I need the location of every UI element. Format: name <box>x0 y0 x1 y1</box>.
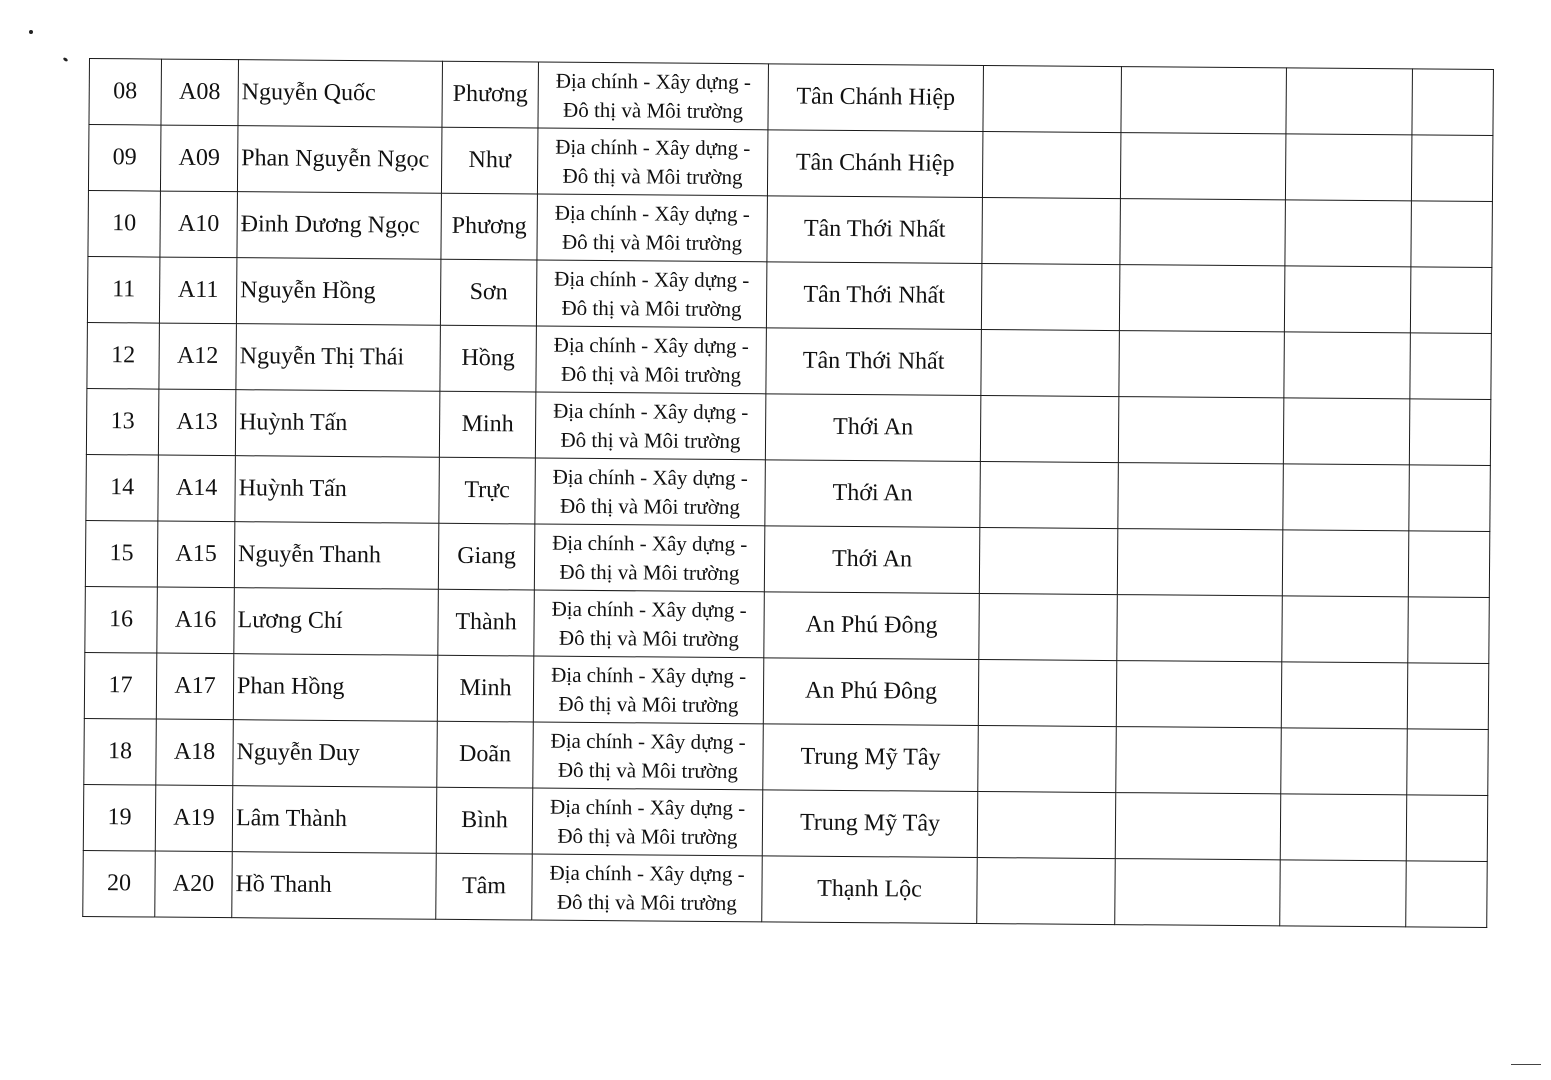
empty-cell <box>982 132 1121 199</box>
empty-cell <box>1284 266 1411 333</box>
department-cell <box>536 326 767 394</box>
department-line-2: Đô thị và Môi trường <box>557 757 739 783</box>
ward-cell: An Phú Đông <box>763 658 979 726</box>
table-row <box>83 784 1487 861</box>
surname-cell: Hồ Thanh <box>232 852 437 920</box>
surname-cell: Nguyễn Quốc <box>238 60 443 128</box>
department-cell <box>536 260 767 328</box>
department-line-2: Đô thị và Môi trường <box>561 295 742 321</box>
department-line-1: Địa chính - Xây dựng - <box>553 398 749 424</box>
department-cell <box>535 458 766 526</box>
empty-cell <box>1281 728 1408 795</box>
candidate-code-cell: A20 <box>155 851 233 918</box>
department-cell <box>537 128 768 196</box>
row-number-cell: 20 <box>83 850 156 917</box>
empty-cell <box>1283 398 1410 465</box>
ward-cell: Thới An <box>765 394 981 462</box>
empty-cell <box>1118 397 1284 464</box>
department-line-2: Đô thị và Môi trường <box>560 361 742 387</box>
given-name-cell: Thành <box>438 589 535 656</box>
empty-cell <box>1411 201 1493 268</box>
empty-cell <box>981 264 1120 331</box>
department-line-1: Địa chính - Xây dựng - <box>549 794 746 820</box>
department-line-2: Đô thị và Môi trường <box>559 493 741 519</box>
given-name-cell: Phương <box>442 61 539 128</box>
given-name-cell: Trực <box>439 457 536 524</box>
department-line-1: Địa chính - Xây dựng - <box>555 68 751 94</box>
empty-cell <box>1408 597 1490 664</box>
row-number-cell: 12 <box>87 322 160 389</box>
given-name-cell: Doãn <box>437 721 534 788</box>
roster-body <box>83 59 1494 928</box>
department-line-2: Đô thị và Môi trường <box>558 625 740 651</box>
given-name-cell: Tâm <box>436 853 533 920</box>
department-line-2: Đô thị và Môi trường <box>558 691 739 717</box>
empty-cell <box>1118 463 1284 530</box>
empty-cell <box>1281 662 1408 729</box>
ward-cell: Thới An <box>765 460 981 528</box>
department-line-2: Đô thị và Môi trường <box>561 229 743 255</box>
surname-cell: Huỳnh Tấn <box>235 456 440 524</box>
table-row <box>88 190 1492 267</box>
department-line-1: Địa chính - Xây dựng - <box>555 134 751 160</box>
row-number-cell: 09 <box>88 125 161 192</box>
candidate-code-cell: A12 <box>159 323 237 390</box>
empty-cell <box>980 462 1119 529</box>
department-line-1: Địa chính - Xây dựng - <box>553 332 749 358</box>
department-cell <box>538 62 769 130</box>
empty-cell <box>1280 860 1407 927</box>
department-line-2: Đô thị và Môi trường <box>556 889 737 915</box>
row-number-cell: 11 <box>87 256 160 323</box>
empty-cell <box>1284 332 1411 399</box>
scan-speck <box>63 57 69 62</box>
department-line-1: Địa chính - Xây dựng - <box>554 200 750 226</box>
department-line-1: Địa chính - Xây dựng - <box>552 530 748 556</box>
row-number-cell: 14 <box>86 454 159 521</box>
empty-cell <box>1411 135 1493 202</box>
empty-cell <box>1285 200 1412 267</box>
ward-cell: Tân Chánh Hiệp <box>768 64 984 132</box>
candidate-code-cell: A16 <box>157 587 235 654</box>
scan-mark <box>1511 1064 1541 1065</box>
candidate-code-cell: A19 <box>155 785 233 852</box>
department-cell <box>534 590 765 658</box>
row-number-cell: 16 <box>85 586 158 653</box>
row-number-cell: 18 <box>84 718 157 785</box>
given-name-cell: Giang <box>438 523 535 590</box>
empty-cell <box>1408 531 1490 598</box>
empty-cell <box>1285 134 1412 201</box>
candidate-code-cell: A14 <box>158 455 236 522</box>
given-name-cell: Bình <box>436 787 533 854</box>
scan-speck <box>29 30 33 34</box>
empty-cell <box>1119 265 1285 332</box>
candidate-code-cell: A08 <box>161 59 239 126</box>
candidate-code-cell: A10 <box>160 191 238 258</box>
surname-cell: Phan Nguyễn Ngọc <box>237 126 442 194</box>
empty-cell <box>1115 859 1281 926</box>
empty-cell <box>1120 199 1286 266</box>
table-row <box>88 125 1492 202</box>
empty-cell <box>979 594 1118 661</box>
empty-cell <box>1116 661 1282 728</box>
row-number-cell: 17 <box>84 652 157 719</box>
candidate-code-cell: A18 <box>156 719 234 786</box>
empty-cell <box>1409 399 1491 466</box>
empty-cell <box>1283 464 1410 531</box>
department-line-1: Địa chính - Xây dựng - <box>554 266 750 292</box>
surname-cell: Lương Chí <box>234 588 439 656</box>
empty-cell <box>1120 133 1286 200</box>
department-line-2: Đô thị và Môi trường <box>562 163 743 189</box>
ward-cell: Trung Mỹ Tây <box>763 724 979 792</box>
given-name-cell: Sơn <box>440 259 537 326</box>
empty-cell <box>1119 331 1285 398</box>
given-name-cell: Hồng <box>440 325 537 392</box>
department-cell <box>534 524 765 592</box>
table-row <box>86 388 1490 465</box>
table-row <box>84 652 1488 729</box>
ward-cell: Thới An <box>764 526 980 594</box>
ward-cell: Tân Thới Nhất <box>767 196 983 264</box>
table-row <box>86 454 1490 531</box>
surname-cell: Đinh Dương Ngọc <box>237 192 442 260</box>
department-cell <box>533 722 764 790</box>
empty-cell <box>981 330 1120 397</box>
table-row <box>87 322 1491 399</box>
department-line-2: Đô thị và Môi trường <box>557 823 738 849</box>
table-row <box>83 850 1487 927</box>
empty-cell <box>1407 663 1489 730</box>
surname-cell: Nguyễn Duy <box>233 720 438 788</box>
department-cell <box>532 788 763 856</box>
candidate-code-cell: A13 <box>158 389 236 456</box>
given-name-cell: Minh <box>439 391 536 458</box>
ward-cell: An Phú Đông <box>764 592 980 660</box>
surname-cell: Nguyễn Thị Thái <box>236 324 441 392</box>
candidate-code-cell: A17 <box>156 653 234 720</box>
department-line-2: Đô thị và Môi trường <box>559 559 740 585</box>
department-line-2: Đô thị và Môi trường <box>563 97 744 123</box>
candidate-code-cell: A09 <box>160 125 238 192</box>
empty-cell <box>1116 727 1282 794</box>
ward-cell: Tân Thới Nhất <box>766 328 982 396</box>
empty-cell <box>1410 267 1492 334</box>
empty-cell <box>1410 333 1492 400</box>
department-cell <box>537 194 768 262</box>
row-number-cell: 10 <box>88 190 161 257</box>
empty-cell <box>1406 795 1488 862</box>
ward-cell: Tân Thới Nhất <box>766 262 982 330</box>
empty-cell <box>1117 529 1283 596</box>
empty-cell <box>1407 729 1489 796</box>
surname-cell: Nguyễn Hồng <box>236 258 441 326</box>
empty-cell <box>1286 68 1413 135</box>
given-name-cell: Minh <box>437 655 534 722</box>
empty-cell <box>978 660 1117 727</box>
department-line-1: Địa chính - Xây dựng - <box>550 728 746 754</box>
given-name-cell: Phương <box>441 193 538 260</box>
empty-cell <box>1117 595 1283 662</box>
table-row <box>87 256 1491 333</box>
row-number-cell: 08 <box>89 59 162 126</box>
given-name-cell: Như <box>441 127 538 194</box>
department-cell <box>533 656 764 724</box>
candidate-code-cell: A11 <box>159 257 237 324</box>
department-cell <box>535 392 766 460</box>
row-number-cell: 19 <box>83 784 156 851</box>
empty-cell <box>982 198 1121 265</box>
empty-cell <box>983 66 1122 133</box>
department-line-1: Địa chính - Xây dựng - <box>551 662 747 688</box>
table-row <box>89 59 1493 136</box>
empty-cell <box>1409 465 1491 532</box>
table-row <box>85 586 1489 663</box>
department-line-2: Đô thị và Môi trường <box>560 427 741 453</box>
department-line-1: Địa chính - Xây dựng - <box>552 464 748 490</box>
department-cell <box>532 854 763 922</box>
surname-cell: Phan Hồng <box>233 654 438 722</box>
table-row <box>85 520 1489 597</box>
empty-cell <box>1280 794 1407 861</box>
row-number-cell: 15 <box>85 520 158 587</box>
empty-cell <box>1282 530 1409 597</box>
empty-cell <box>1412 69 1494 136</box>
department-line-1: Địa chính - Xây dựng - <box>549 860 745 886</box>
table-row <box>84 718 1488 795</box>
empty-cell <box>1282 596 1409 663</box>
surname-cell: Nguyễn Thanh <box>234 522 439 590</box>
empty-cell <box>1115 793 1281 860</box>
surname-cell: Lâm Thành <box>232 786 437 854</box>
empty-cell <box>980 396 1119 463</box>
surname-cell: Huỳnh Tấn <box>235 390 440 458</box>
row-number-cell: 13 <box>86 388 159 455</box>
empty-cell <box>1406 861 1488 928</box>
ward-cell: Thạnh Lộc <box>762 856 978 924</box>
department-line-1: Địa chính - Xây dựng - <box>551 596 747 622</box>
ward-cell: Tân Chánh Hiệp <box>767 130 983 198</box>
ward-cell: Trung Mỹ Tây <box>762 790 978 858</box>
empty-cell <box>979 528 1118 595</box>
empty-cell <box>1121 67 1287 134</box>
candidate-code-cell: A15 <box>157 521 235 588</box>
empty-cell <box>978 726 1117 793</box>
roster-table <box>82 58 1494 928</box>
empty-cell <box>977 858 1116 925</box>
empty-cell <box>977 792 1116 859</box>
